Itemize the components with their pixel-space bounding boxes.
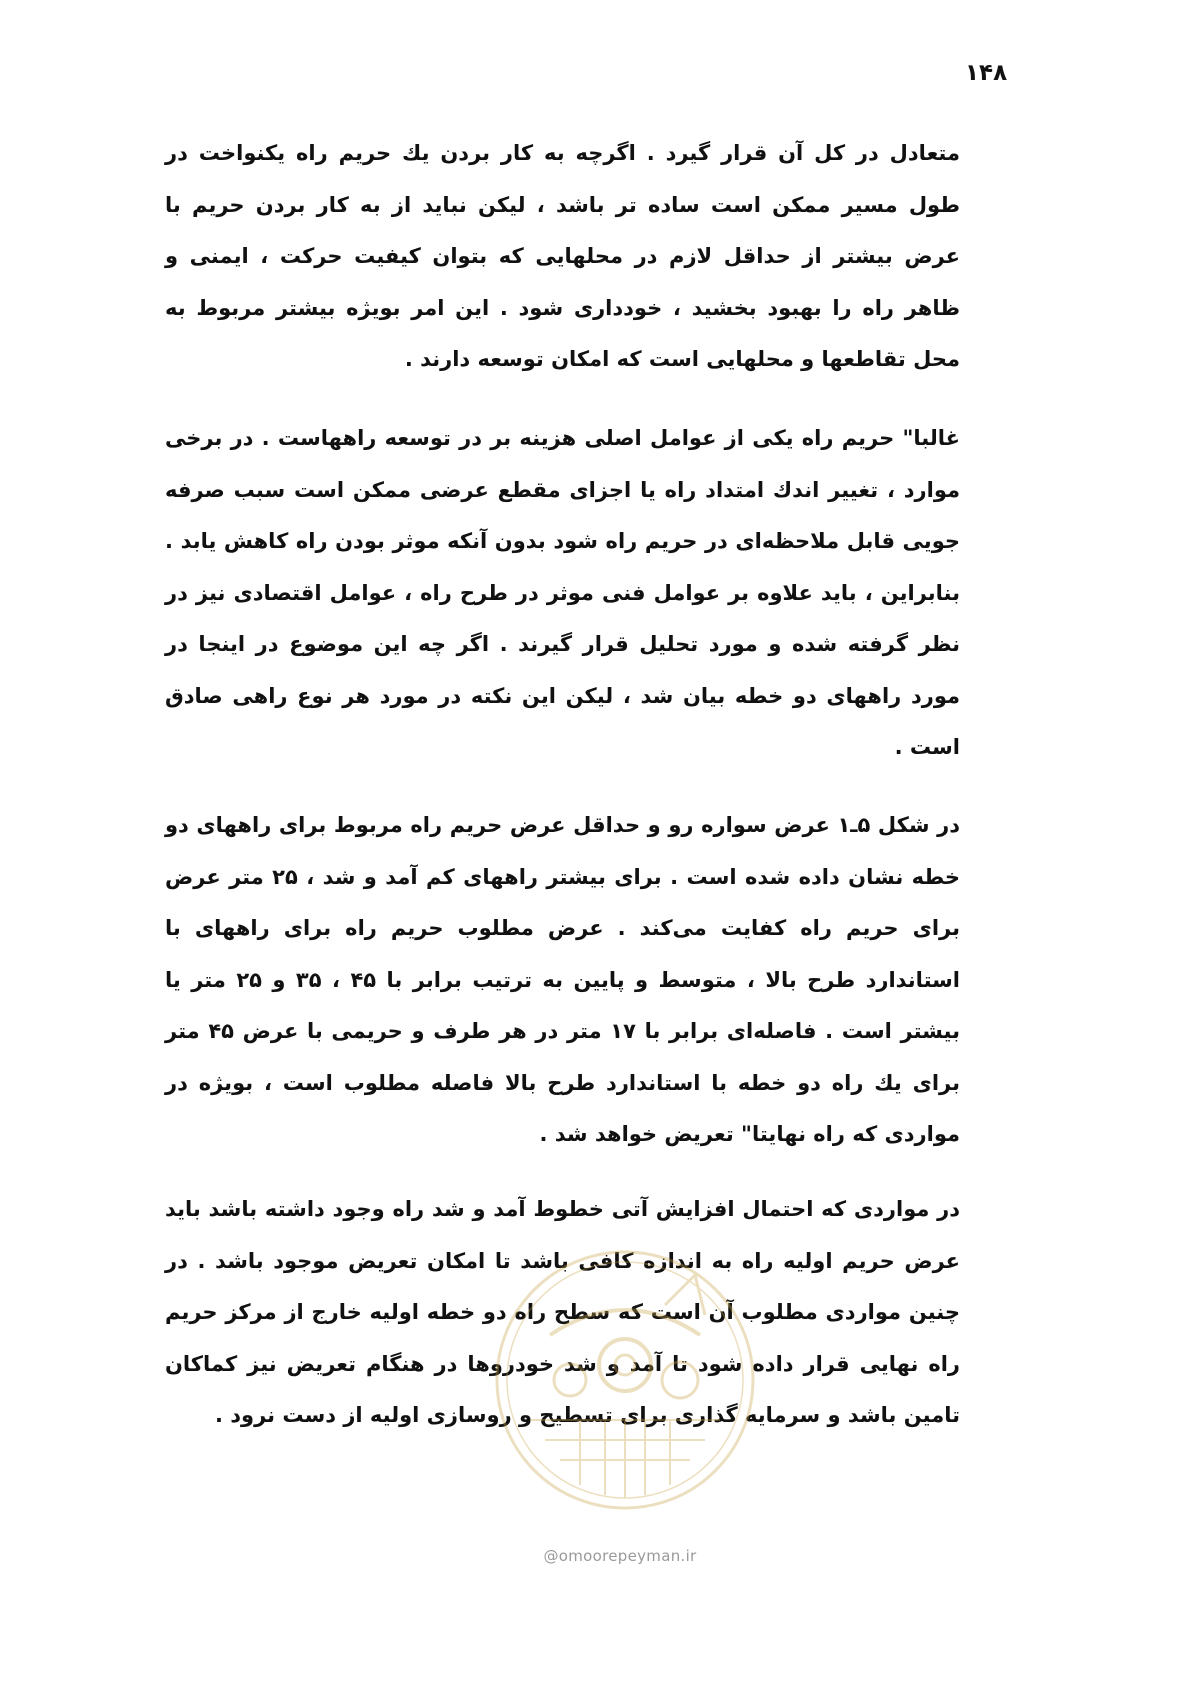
paragraph: در مواردی که احتمال افزایش آتی خطوط آمد و شد راه وجود داشته باشد باید عرض حریم اولیه راه به اندازه کافی باشد تا امکان تعریض موجود باشد . در چنین مواردی مطلوب آن است که سطح راه دو خطه اولیه خارج از مرکز حریم راه نهایی قرار داده شود تا آمد و شد خودروها در هنگام تعریض نیز کماکان تامین باشد و سرمایه گذاری برای تسطیح و روسازی اولیه از دست نرود . xyxy=(165,1197,960,1427)
paragraph: متعادل در کل آن قرار گیرد . اگرچه به کار بردن یك حریم راه یکنواخت در طول مسیر ممکن است ساده تر باشد ، لیکن نباید از به کار بردن حریم با عرض بیشتر از حداقل لازم در محلهایی که بتوان کیفیت حرکت ، ایمنی و ظاهر راه را بهبود بخشید ، خودداری شود . این امر بویژه بیشتر مربوط به محل تقاطعها و محلهایی است که امکان توسعه دارند . xyxy=(165,141,960,371)
watermark-logo xyxy=(490,1245,760,1515)
page-number: ۱۴۸ xyxy=(965,60,1008,86)
paragraph: در شکل ۵ـ۱ عرض سواره رو و حداقل عرض حریم راه مربوط برای راههای دو خطه نشان داده شده است . برای بیشتر راههای کم آمد و شد ، ۲۵ متر عرض برای حریم راه کفایت می‌کند . عرض مطلوب حریم راه برای راههای با استاندارد طرح بالا ، متوسط و پایین به ترتیب برابر با ۴۵ ، ۳۵ و ۲۵ متر یا بیشتر است . فاصله‌ای برابر با ۱۷ متر در هر طرف و حریمی با عرض ۴۵ متر برای یك راه دو خطه با استاندارد طرح بالا فاصله مطلوب است ، بویژه در مواردی که راه نهایتا" تعریض خواهد شد . xyxy=(165,813,961,1146)
paragraph: غالبا" حریم راه یکی از عوامل اصلی هزینه بر در توسعه راههاست . در برخی موارد ، تغییر اندك امتداد راه یا اجزای مقطع عرضی ممکن است سبب صرفه جویی قابل ملاحظه‌ای در حریم راه شود بدون آنکه موثر بودن راه کاهش یابد . بنابراین ، باید علاوه بر عوامل فنی موثر در طرح راه ، عوامل اقتصادی نیز در نظر گرفته شده و مورد تحلیل قرار گیرند . اگر چه این موضوع در اینجا در مورد راههای دو خطه بیان شد ، لیکن این نکته در مورد هر نوع راهی صادق است . xyxy=(165,426,960,759)
watermark-url: @omoorepeyman.ir xyxy=(543,1547,697,1565)
